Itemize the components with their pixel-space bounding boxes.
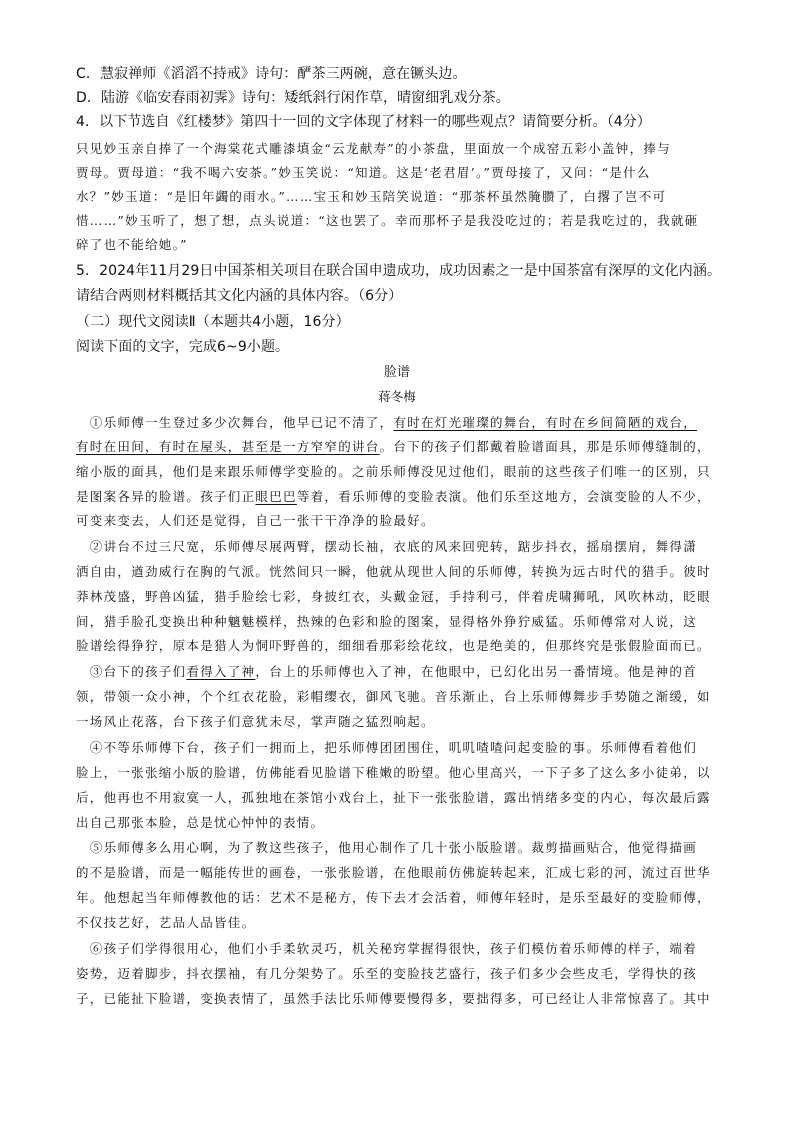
excerpt-line: 只见妙玉亲自捧了一个海棠花式雕漆填金“云龙献寿”的小茶盘，里面放一个成窑五彩小盖钟，捧与 [76, 141, 671, 156]
paragraph-line: 脸上，一张张缩小版的脸谱，仿佛能看见脸谱下稚嫩的盼望。他心里高兴，一下子多了这么多小徒弟，以 [76, 765, 711, 780]
option-d: D．陆游《临安春雨初霁》诗句：矮纸斜行闲作草，晴窗细乳戏分茶。 [76, 90, 510, 106]
paragraph-line: 姿势，迈着脚步，抖衣摆袖，有几分架势了。乐至的变脸技艺盛行，孩子们多少会些皮毛，学得快的孩 [76, 966, 698, 981]
text-run: 等着，看乐师傅的变脸表演。他们乐至这地方，会演变脸的人不少， [296, 489, 711, 504]
excerpt-line: 水？”妙玉道：“是旧年蠲的雨水。”……宝玉和妙玉陪笑说道：“那茶杯虽然腌臜了，白撂了岂不可 [76, 189, 667, 204]
paragraph-line: ②讲台不过三尺宽，乐师傅尽展两臂，摆动长袖，衣底的风来回兜转，踮步抖衣，摇扇摆肩，舞得潇 [76, 539, 698, 554]
paragraph-line [76, 438, 711, 456]
paragraph-line: 不仅技艺好，艺品人品皆佳。 [76, 915, 256, 930]
section-instruction: 阅读下面的文字，完成6~9小题。 [76, 339, 290, 355]
paragraph-line [76, 663, 697, 681]
paragraph-line: 脸谱绘得狰狞，原本是猎人为恫吓野兽的，细细看那彩绘花纹，也是绝美的，但那终究是张假脸面而已。 [76, 638, 711, 653]
paragraph-line [76, 488, 711, 506]
question-5-line: 5．2024年11月29日中国茶相关项目在联合国申遗成功，成功因素之一是中国茶富有深厚的文化内涵。 [76, 263, 722, 279]
text-run: ，台上的乐师傅也入了神，在他眼中，已幻化出另一番情境。他是神的首 [255, 664, 698, 679]
excerpt-line: 惜……”妙玉听了，想了想，点头说道：“这也罢了。幸而那杯子是我没吃过的；若是我吃过的，我就砸 [76, 213, 699, 228]
paragraph-line: 缩小版的面具，他们是来跟乐师傅学变脸的。之前乐师傅没见过他们，眼前的这些孩子们唯一的区别，只 [76, 464, 711, 479]
text-run: ③台下的孩子们 [76, 664, 187, 679]
underlined-text: 看得入了神 [186, 664, 256, 679]
article-title: 脸谱 [383, 365, 410, 380]
paragraph-line [76, 414, 697, 432]
text-run: ①乐师傅一生登过多少次舞台，他早已记不清了， [76, 415, 394, 430]
paragraph-line: 可变来变去，人们还是觉得，自己一张干干净净的脸最好。 [76, 513, 435, 528]
paragraph-line: 后，他再也不用寂寞一人，孤独地在茶馆小戏台上，扯下一张张脸谱，露出悄绪多变的内心，每次最后露 [76, 790, 711, 805]
paragraph-line: 洒自由，遒劲威行在胸的气派。恍然间只一瞬，他就从现世人间的乐师傅，转换为远古时代的猎手。彼时 [76, 564, 711, 579]
paragraph-line: 一场风止花落，台下孩子们意犹未尽，掌声随之猛烈响起。 [76, 714, 435, 729]
article-author: 蒋冬梅 [378, 389, 416, 404]
underlined-text: 眼巴巴 [255, 489, 297, 504]
text-run: 。台下的孩子们都戴着脸谱面具，那是乐师傅缝制的， [379, 439, 711, 454]
question-5-line: 请结合两则材料概括其文化内涵的具体内容。（6分） [76, 288, 403, 304]
paragraph-line: 莽林茂盛，野兽凶猛，猎手脸绘七彩，身披红衣，头戴金冠，手持利弓，伴着虎啸狮吼，风吹林动，眨眼 [76, 589, 711, 604]
section-heading: （二）现代文阅读Ⅱ（本题共4小题，16分） [76, 314, 350, 330]
excerpt-line: 碎了也不能给她。” [76, 237, 188, 252]
paragraph-line: ⑤乐师傅多么用心啊，为了教这些孩子，他用心制作了几十张小版脸谱。裁剪描画贴合，他觉得描画 [76, 840, 698, 855]
text-run: 是图案各异的脸谱。孩子们正 [76, 489, 256, 504]
underlined-text: 有时在灯光璀璨的舞台，有时在乡间简陋的戏台， [393, 415, 698, 430]
paragraph-line: 间，猎手脸孔变换出种种魑魅模样，热辣的色彩和脸的图案，显得格外狰狞威猛。乐师傅常对人说，这 [76, 614, 698, 629]
paragraph-line: 年。他想起当年师傅教他的话：艺术不是秘方，传下去才会活着，师傅年轻时，是乐至最好的变脸师傅， [76, 890, 711, 905]
paragraph-line: 的不是脸谱，而是一幅能传世的画卷，一张张脸谱，在他眼前仿佛旋转起来，汇成七彩的河，流过百世华 [76, 865, 711, 880]
option-c: C．慧寂禅师《滔滔不持戒》诗句：酽茶三两碗，意在镢头边。 [76, 66, 467, 82]
paragraph-line: ⑥孩子们学得很用心，他们小手柔软灵巧，机关秘窍掌握得很快，孩子们模仿着乐师傅的样子，端着 [76, 941, 698, 956]
excerpt-line: 贾母。贾母道：“我不喝六安茶。”妙玉笑说：“知道。这是‘老君眉’。”贾母接了，又问：“是什么 [76, 165, 651, 180]
paragraph-line: ④不等乐师傅下台，孩子们一拥而上，把乐师傅团团围住，叽叽喳喳问起变脸的事。乐师傅看着他们 [76, 740, 698, 755]
paragraph-line: 出自己那张本脸，总是忧心忡忡的表情。 [76, 815, 325, 830]
underlined-text: 有时在田间，有时在屋头，甚至是一方窄窄的讲台 [76, 439, 380, 454]
paragraph-line: 领，带领一众小神，个个红衣花脸，彩帽缨衣，御风飞驰。音乐渐止，台上乐师傅舞步手势随之渐缓，如 [76, 689, 711, 704]
paragraph-line: 子，已能扯下脸谱，变换表情了，虽然手法比乐师傅要慢得多，要拙得多，可已经让人非常惊喜了。其中 [76, 991, 711, 1006]
question-4-prompt: 4．以下节选自《红楼梦》第四十一回的文字体现了材料一的哪些观点？请简要分析。（4分） [76, 114, 652, 130]
